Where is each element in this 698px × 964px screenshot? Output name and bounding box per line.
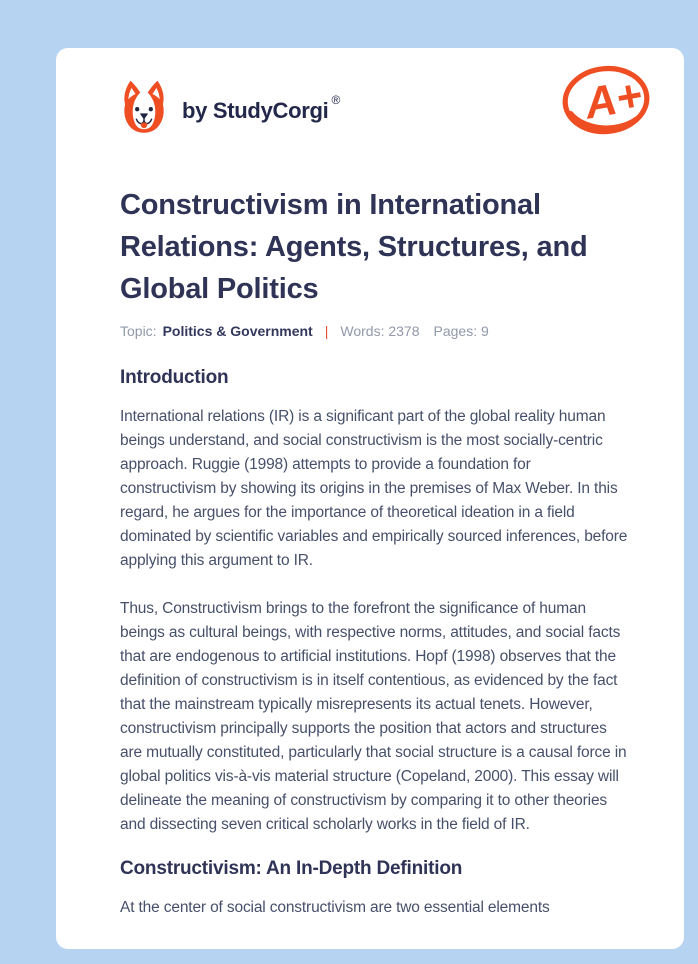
topic-link[interactable]: Politics & Government bbox=[162, 323, 313, 339]
paragraph: At the center of social constructivism are two essential elements bbox=[120, 899, 550, 916]
meta-separator: | bbox=[324, 323, 329, 339]
page-title: Constructivism in International Relations: Agents, Structures, and Global Politics bbox=[120, 189, 588, 305]
section-definition bbox=[120, 858, 628, 920]
brand-text bbox=[182, 94, 340, 122]
brand-logo[interactable] bbox=[120, 79, 340, 137]
words-count: Words: 2378 bbox=[340, 323, 420, 339]
a-plus-grade-badge-icon bbox=[558, 62, 654, 140]
brand-name-label: by StudyCorgi bbox=[182, 97, 329, 123]
paragraph: International relations (IR) is a significant part of the global reality human beings understand, and social constructivism is the most socially-centric approach. Ruggie (1998) attempts to provide a foundation for constructivism by showing its origins in the premises of Max Weber. In this regard, he argues for the importance of theoretical ideation in a field dominated by scientific variables and empirically sourced inferences, before applying this argument to IR. bbox=[120, 408, 628, 569]
meta-bar bbox=[120, 323, 628, 339]
header bbox=[120, 70, 646, 140]
corgi-logo-icon bbox=[120, 79, 168, 137]
paragraph: Thus, Constructivism brings to the forefront the significance of human beings as cultural beings, with respective norms, attitudes, and social facts that are endogenous to artificial institutions. Hopf (1998) observes that the definition of constructivism is in itself contentious, as evidenced by the fact that the mainstream typically misrepresents its actual tenets. However, constructivism principally supports the position that actors and structures are mutually constituted, particularly that social structure is a causal force in global politics vis-à-vis material structure (Copeland, 2000). This essay will delineate the meaning of constructivism by comparing it to other theories and dissecting seven critical scholarly works in the field of IR. bbox=[120, 600, 627, 833]
pages-count: Pages: 9 bbox=[433, 323, 489, 339]
document-card bbox=[56, 48, 684, 949]
section-introduction bbox=[120, 367, 628, 837]
grade-badge-text: A+ bbox=[580, 70, 646, 129]
registered-mark: ® bbox=[331, 92, 340, 107]
section-heading: Constructivism: An In-Depth Definition bbox=[120, 858, 463, 879]
section-heading: Introduction bbox=[120, 367, 229, 388]
topic-label: Topic: bbox=[120, 323, 157, 339]
